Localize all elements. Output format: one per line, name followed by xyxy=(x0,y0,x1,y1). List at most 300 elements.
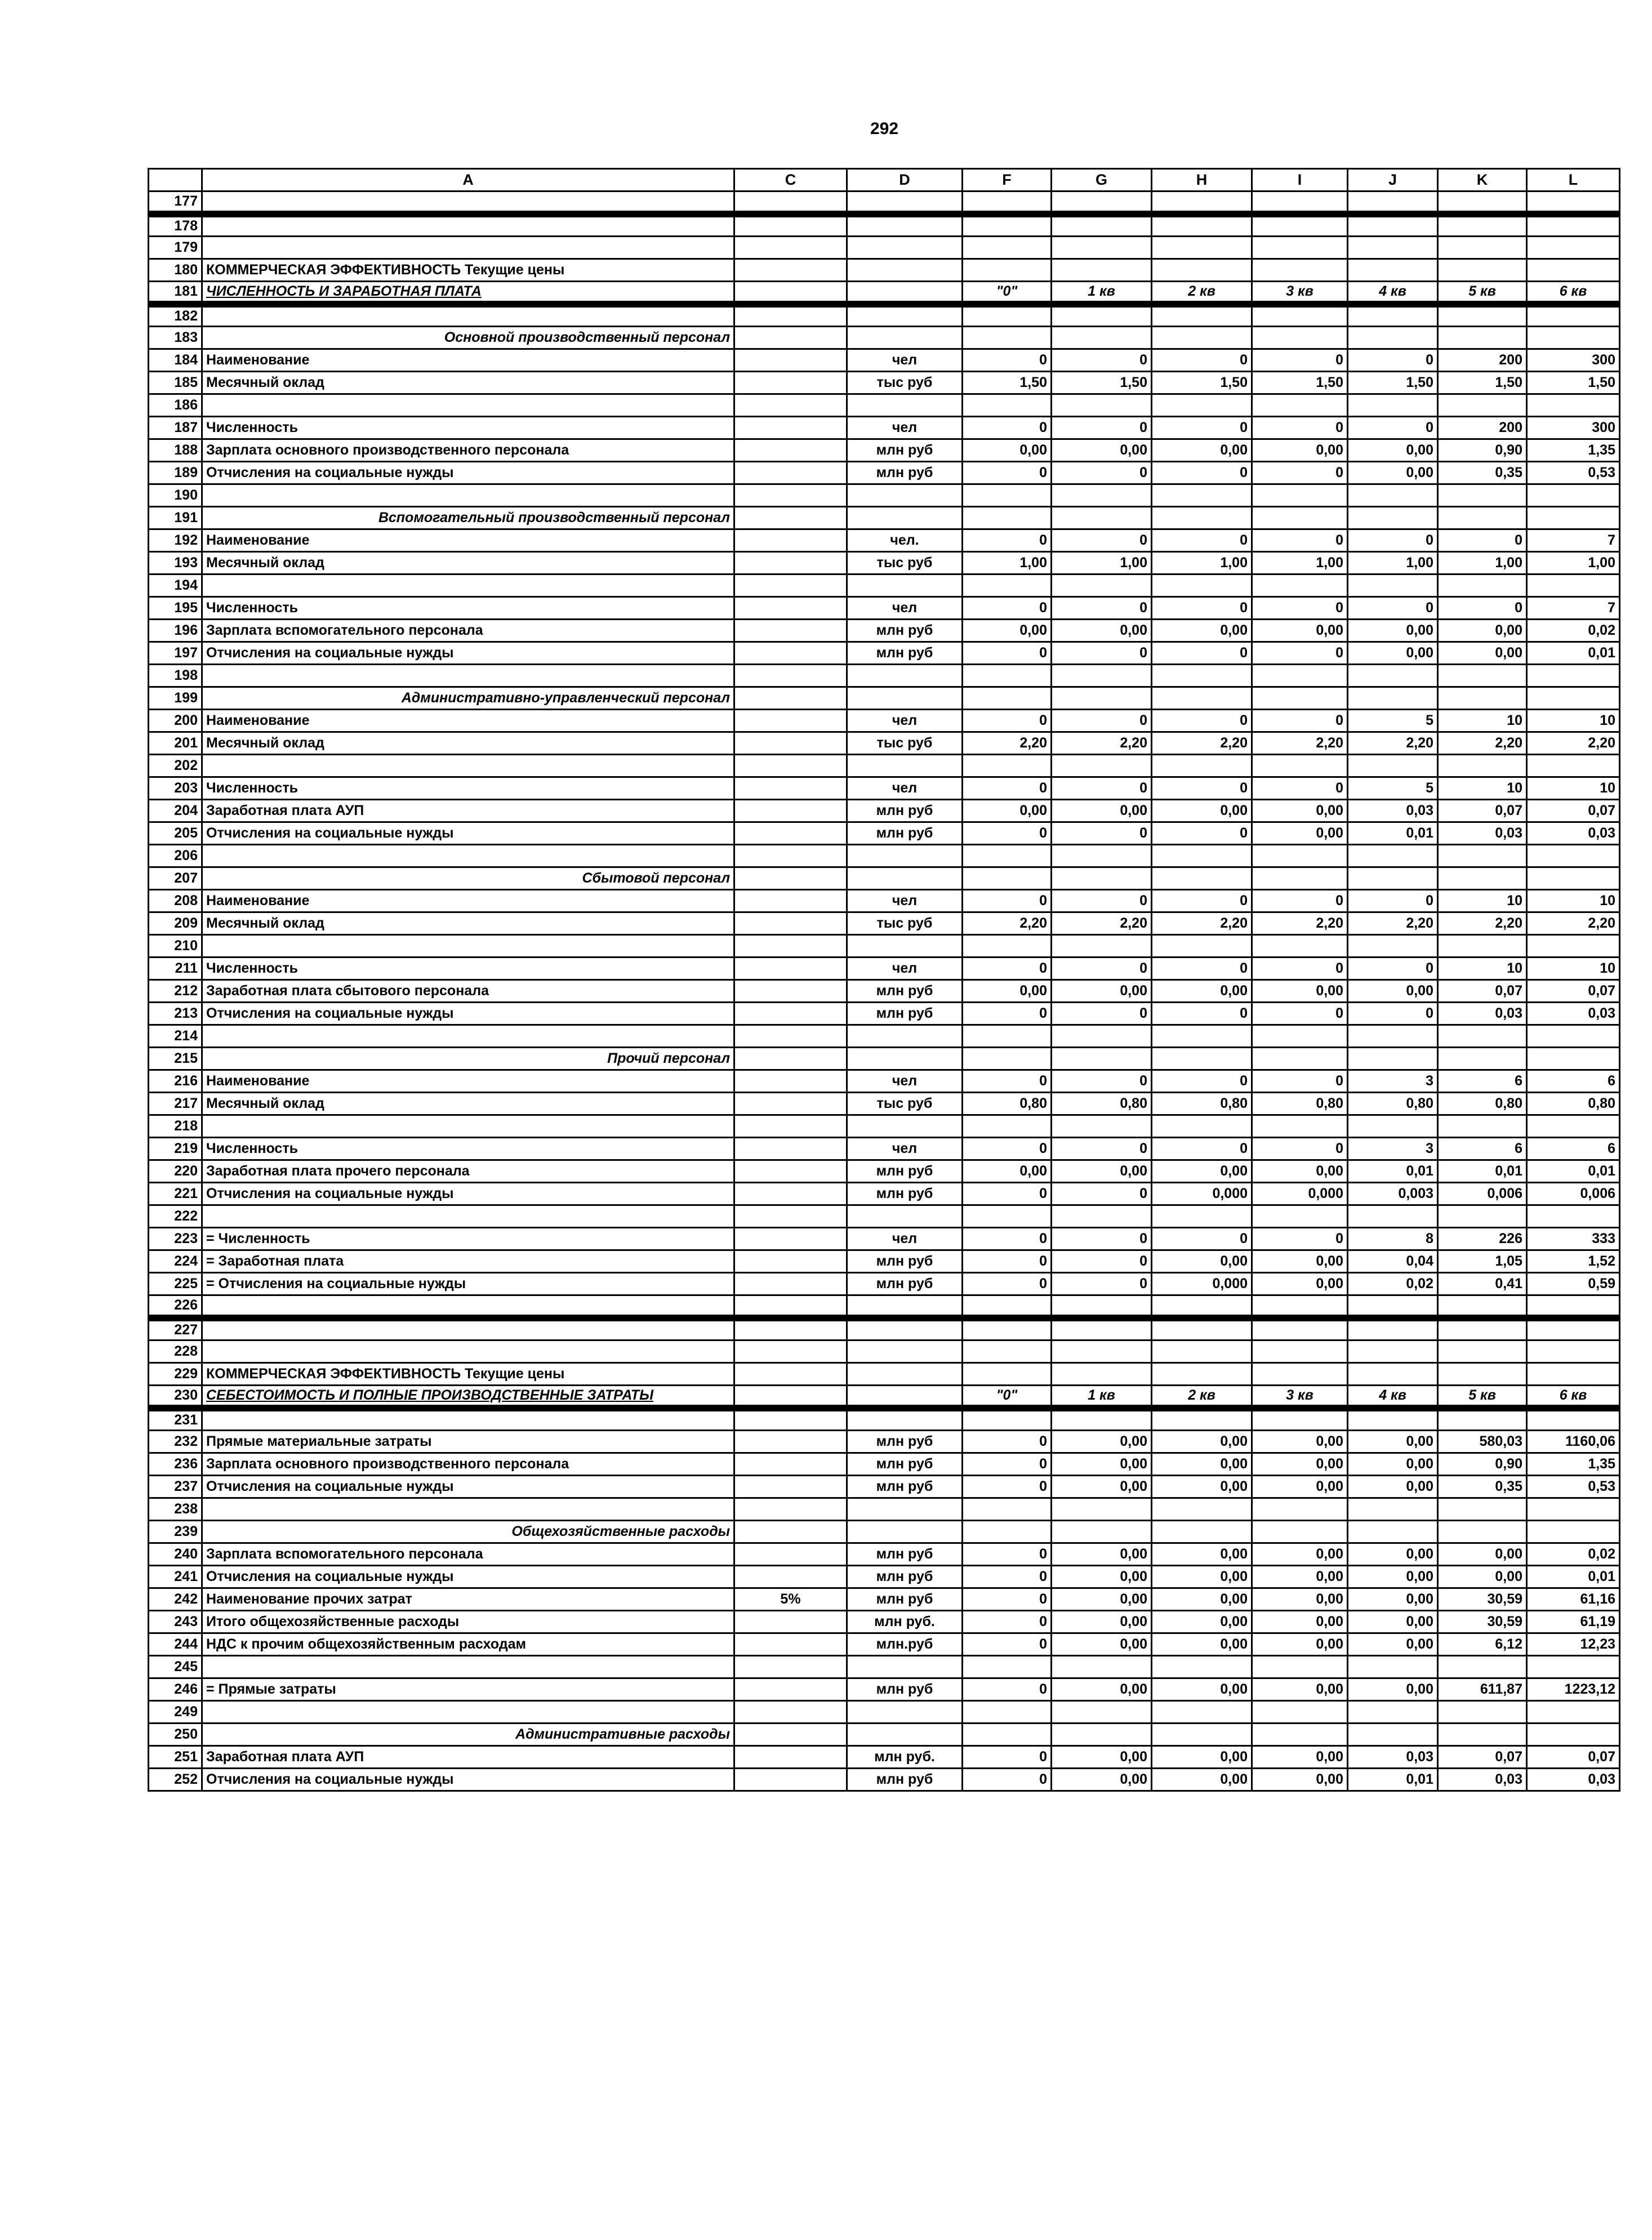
cell-l[interactable]: 6 кв xyxy=(1527,1386,1620,1408)
cell-i[interactable]: 3 кв xyxy=(1252,1386,1348,1408)
cell-j[interactable]: 0 xyxy=(1348,417,1438,439)
cell-d-unit[interactable]: млн руб xyxy=(847,822,963,845)
cell-l[interactable]: 0,80 xyxy=(1527,1093,1620,1115)
cell-k[interactable] xyxy=(1438,575,1527,597)
cell-c[interactable] xyxy=(734,1318,847,1341)
cell-l[interactable] xyxy=(1527,935,1620,958)
cell-h[interactable] xyxy=(1152,1115,1252,1138)
cell-d-unit[interactable]: млн руб xyxy=(847,1566,963,1588)
cell-i[interactable] xyxy=(1252,1318,1348,1341)
cell-g[interactable] xyxy=(1052,1701,1152,1724)
cell-h[interactable]: 0,00 xyxy=(1152,1543,1252,1566)
row-number-cell[interactable]: 249 xyxy=(149,1701,202,1724)
cell-g[interactable] xyxy=(1052,1521,1152,1543)
column-header[interactable]: K xyxy=(1438,169,1527,192)
cell-g[interactable] xyxy=(1052,507,1152,529)
cell-h[interactable] xyxy=(1152,1318,1252,1341)
cell-j[interactable] xyxy=(1348,665,1438,687)
cell-i[interactable] xyxy=(1252,755,1348,777)
cell-d-unit[interactable] xyxy=(847,1025,963,1048)
row-number-cell[interactable]: 224 xyxy=(149,1250,202,1273)
cell-g[interactable]: 1 кв xyxy=(1052,282,1152,304)
cell-i[interactable]: 0 xyxy=(1252,777,1348,800)
cell-h[interactable] xyxy=(1152,484,1252,507)
cell-g[interactable] xyxy=(1052,1205,1152,1228)
row-number-cell[interactable]: 226 xyxy=(149,1295,202,1318)
cell-k[interactable]: 580,03 xyxy=(1438,1431,1527,1453)
row-number-cell[interactable]: 238 xyxy=(149,1498,202,1521)
cell-g[interactable]: 0 xyxy=(1052,462,1152,484)
cell-g[interactable]: 0 xyxy=(1052,642,1152,665)
cell-k[interactable] xyxy=(1438,259,1527,282)
cell-h[interactable]: 0,00 xyxy=(1152,1633,1252,1656)
row-number-cell[interactable]: 192 xyxy=(149,529,202,552)
cell-h[interactable]: 0 xyxy=(1152,890,1252,912)
cell-l[interactable]: 1,00 xyxy=(1527,552,1620,575)
cell-j[interactable]: 0,01 xyxy=(1348,822,1438,845)
row-number-cell[interactable]: 183 xyxy=(149,327,202,349)
cell-c[interactable] xyxy=(734,665,847,687)
cell-c[interactable] xyxy=(734,259,847,282)
cell-l[interactable] xyxy=(1527,304,1620,327)
cell-j[interactable]: 0,00 xyxy=(1348,980,1438,1003)
cell-a[interactable]: Административные расходы xyxy=(202,1724,734,1746)
cell-c[interactable] xyxy=(734,958,847,980)
cell-c[interactable] xyxy=(734,710,847,732)
cell-g[interactable]: 0,00 xyxy=(1052,1543,1152,1566)
cell-f[interactable] xyxy=(963,394,1052,417)
cell-c[interactable] xyxy=(734,327,847,349)
cell-h[interactable] xyxy=(1152,1701,1252,1724)
cell-g[interactable] xyxy=(1052,1724,1152,1746)
cell-h[interactable] xyxy=(1152,192,1252,214)
cell-c[interactable] xyxy=(734,417,847,439)
cell-l[interactable]: 0,01 xyxy=(1527,1566,1620,1588)
cell-i[interactable] xyxy=(1252,1205,1348,1228)
row-number-cell[interactable]: 177 xyxy=(149,192,202,214)
cell-f[interactable] xyxy=(963,867,1052,890)
cell-d-unit[interactable]: млн руб xyxy=(847,1543,963,1566)
cell-h[interactable] xyxy=(1152,1656,1252,1678)
cell-k[interactable] xyxy=(1438,1205,1527,1228)
cell-i[interactable] xyxy=(1252,507,1348,529)
cell-j[interactable]: 3 xyxy=(1348,1138,1438,1160)
row-number-cell[interactable]: 206 xyxy=(149,845,202,867)
cell-i[interactable]: 0,00 xyxy=(1252,822,1348,845)
row-number-cell[interactable]: 195 xyxy=(149,597,202,620)
cell-g[interactable] xyxy=(1052,327,1152,349)
row-number-cell[interactable]: 245 xyxy=(149,1656,202,1678)
cell-f[interactable] xyxy=(963,1656,1052,1678)
cell-k[interactable] xyxy=(1438,192,1527,214)
cell-j[interactable] xyxy=(1348,935,1438,958)
cell-l[interactable]: 7 xyxy=(1527,529,1620,552)
column-header[interactable]: D xyxy=(847,169,963,192)
cell-j[interactable]: 0,00 xyxy=(1348,1588,1438,1611)
cell-l[interactable]: 6 xyxy=(1527,1070,1620,1093)
cell-j[interactable]: 0,03 xyxy=(1348,1746,1438,1769)
cell-k[interactable] xyxy=(1438,507,1527,529)
cell-k[interactable]: 0,00 xyxy=(1438,642,1527,665)
cell-i[interactable]: 0 xyxy=(1252,710,1348,732)
cell-h[interactable] xyxy=(1152,687,1252,710)
cell-j[interactable]: 0,03 xyxy=(1348,800,1438,822)
cell-h[interactable]: 2,20 xyxy=(1152,912,1252,935)
cell-i[interactable]: 0 xyxy=(1252,1003,1348,1025)
cell-a[interactable]: Прямые материальные затраты xyxy=(202,1431,734,1453)
cell-f[interactable] xyxy=(963,1724,1052,1746)
cell-g[interactable] xyxy=(1052,484,1152,507)
cell-i[interactable] xyxy=(1252,575,1348,597)
cell-h[interactable]: 0,00 xyxy=(1152,800,1252,822)
row-number-cell[interactable]: 244 xyxy=(149,1633,202,1656)
cell-j[interactable]: 1,50 xyxy=(1348,372,1438,394)
cell-j[interactable]: 5 xyxy=(1348,777,1438,800)
cell-c[interactable] xyxy=(734,1521,847,1543)
row-number-cell[interactable]: 188 xyxy=(149,439,202,462)
row-number-cell[interactable]: 252 xyxy=(149,1769,202,1791)
cell-l[interactable]: 0,53 xyxy=(1527,462,1620,484)
row-number-cell[interactable]: 205 xyxy=(149,822,202,845)
column-header[interactable]: F xyxy=(963,169,1052,192)
cell-h[interactable] xyxy=(1152,575,1252,597)
cell-i[interactable] xyxy=(1252,304,1348,327)
row-number-cell[interactable]: 222 xyxy=(149,1205,202,1228)
cell-c[interactable] xyxy=(734,372,847,394)
cell-h[interactable] xyxy=(1152,327,1252,349)
cell-l[interactable] xyxy=(1527,1363,1620,1386)
cell-c[interactable] xyxy=(734,777,847,800)
cell-f[interactable]: "0" xyxy=(963,282,1052,304)
cell-a[interactable]: Общехозяйственные расходы xyxy=(202,1521,734,1543)
cell-f[interactable]: 0 xyxy=(963,1566,1052,1588)
cell-g[interactable] xyxy=(1052,665,1152,687)
cell-j[interactable]: 0,00 xyxy=(1348,439,1438,462)
cell-j[interactable]: 4 кв xyxy=(1348,1386,1438,1408)
cell-a[interactable]: Месячный оклад xyxy=(202,732,734,755)
cell-c[interactable] xyxy=(734,1205,847,1228)
cell-h[interactable]: 0 xyxy=(1152,822,1252,845)
cell-i[interactable] xyxy=(1252,1724,1348,1746)
cell-d-unit[interactable]: чел xyxy=(847,1138,963,1160)
cell-h[interactable]: 0 xyxy=(1152,1138,1252,1160)
cell-f[interactable]: 0,00 xyxy=(963,439,1052,462)
cell-h[interactable]: 0,00 xyxy=(1152,1453,1252,1476)
cell-i[interactable] xyxy=(1252,192,1348,214)
row-number-cell[interactable]: 241 xyxy=(149,1566,202,1588)
cell-d-unit[interactable]: чел xyxy=(847,417,963,439)
cell-i[interactable]: 0,000 xyxy=(1252,1183,1348,1205)
cell-c[interactable] xyxy=(734,1611,847,1633)
cell-g[interactable] xyxy=(1052,575,1152,597)
cell-j[interactable] xyxy=(1348,192,1438,214)
cell-j[interactable]: 0,00 xyxy=(1348,1543,1438,1566)
column-header[interactable]: L xyxy=(1527,169,1620,192)
cell-h[interactable] xyxy=(1152,1341,1252,1363)
cell-l[interactable]: 0,01 xyxy=(1527,642,1620,665)
row-number-cell[interactable]: 204 xyxy=(149,800,202,822)
cell-i[interactable] xyxy=(1252,237,1348,259)
cell-l[interactable]: 10 xyxy=(1527,958,1620,980)
row-number-cell[interactable]: 217 xyxy=(149,1093,202,1115)
cell-j[interactable] xyxy=(1348,1724,1438,1746)
cell-f[interactable] xyxy=(963,327,1052,349)
cell-j[interactable] xyxy=(1348,1048,1438,1070)
row-number-cell[interactable]: 232 xyxy=(149,1431,202,1453)
cell-j[interactable]: 8 xyxy=(1348,1228,1438,1250)
row-number-cell[interactable]: 239 xyxy=(149,1521,202,1543)
cell-a[interactable] xyxy=(202,1656,734,1678)
cell-k[interactable]: 0 xyxy=(1438,597,1527,620)
cell-d-unit[interactable] xyxy=(847,1408,963,1431)
cell-j[interactable] xyxy=(1348,394,1438,417)
cell-i[interactable] xyxy=(1252,665,1348,687)
cell-l[interactable]: 300 xyxy=(1527,349,1620,372)
cell-k[interactable]: 6,12 xyxy=(1438,1633,1527,1656)
cell-k[interactable]: 10 xyxy=(1438,890,1527,912)
cell-j[interactable] xyxy=(1348,1498,1438,1521)
cell-c[interactable] xyxy=(734,822,847,845)
cell-f[interactable]: 0,00 xyxy=(963,980,1052,1003)
cell-c[interactable] xyxy=(734,890,847,912)
cell-c[interactable] xyxy=(734,912,847,935)
cell-g[interactable] xyxy=(1052,394,1152,417)
cell-g[interactable]: 2,20 xyxy=(1052,732,1152,755)
cell-g[interactable]: 0,00 xyxy=(1052,1769,1152,1791)
cell-a[interactable]: Зарплата основного производственного персонала xyxy=(202,1453,734,1476)
cell-l[interactable]: 6 xyxy=(1527,1138,1620,1160)
cell-a[interactable]: ЧИСЛЕННОСТЬ И ЗАРАБОТНАЯ ПЛАТА xyxy=(202,282,734,304)
cell-l[interactable] xyxy=(1527,484,1620,507)
cell-j[interactable]: 0,00 xyxy=(1348,1476,1438,1498)
cell-d-unit[interactable] xyxy=(847,507,963,529)
cell-i[interactable] xyxy=(1252,394,1348,417)
cell-h[interactable] xyxy=(1152,867,1252,890)
cell-d-unit[interactable] xyxy=(847,259,963,282)
cell-g[interactable]: 1,00 xyxy=(1052,552,1152,575)
cell-h[interactable] xyxy=(1152,237,1252,259)
cell-c[interactable] xyxy=(734,1273,847,1295)
cell-d-unit[interactable]: млн руб xyxy=(847,800,963,822)
cell-f[interactable]: 0 xyxy=(963,777,1052,800)
cell-d-unit[interactable] xyxy=(847,575,963,597)
row-number-cell[interactable]: 200 xyxy=(149,710,202,732)
cell-k[interactable]: 30,59 xyxy=(1438,1588,1527,1611)
cell-k[interactable]: 0,03 xyxy=(1438,1003,1527,1025)
row-number-cell[interactable]: 185 xyxy=(149,372,202,394)
cell-h[interactable] xyxy=(1152,935,1252,958)
cell-i[interactable]: 0,00 xyxy=(1252,1769,1348,1791)
cell-l[interactable] xyxy=(1527,1498,1620,1521)
cell-j[interactable]: 0,00 xyxy=(1348,1453,1438,1476)
cell-i[interactable]: 0 xyxy=(1252,1228,1348,1250)
cell-k[interactable] xyxy=(1438,665,1527,687)
cell-a[interactable]: Месячный оклад xyxy=(202,552,734,575)
cell-d-unit[interactable]: млн руб xyxy=(847,462,963,484)
cell-d-unit[interactable]: чел xyxy=(847,597,963,620)
cell-l[interactable]: 0,07 xyxy=(1527,980,1620,1003)
cell-i[interactable]: 0,00 xyxy=(1252,1160,1348,1183)
cell-a[interactable]: Отчисления на социальные нужды xyxy=(202,462,734,484)
cell-j[interactable]: 5 xyxy=(1348,710,1438,732)
row-number-cell[interactable]: 181 xyxy=(149,282,202,304)
cell-f[interactable] xyxy=(963,1295,1052,1318)
cell-f[interactable]: 0 xyxy=(963,1678,1052,1701)
cell-a[interactable]: Заработная плата прочего персонала xyxy=(202,1160,734,1183)
cell-g[interactable]: 0 xyxy=(1052,1273,1152,1295)
cell-a[interactable]: Заработная плата АУП xyxy=(202,800,734,822)
cell-k[interactable]: 0,90 xyxy=(1438,439,1527,462)
cell-h[interactable]: 0,00 xyxy=(1152,1431,1252,1453)
row-number-cell[interactable]: 191 xyxy=(149,507,202,529)
cell-j[interactable] xyxy=(1348,755,1438,777)
cell-g[interactable]: 0,00 xyxy=(1052,800,1152,822)
cell-k[interactable] xyxy=(1438,237,1527,259)
cell-h[interactable] xyxy=(1152,304,1252,327)
cell-f[interactable]: 0 xyxy=(963,1611,1052,1633)
row-number-cell[interactable]: 237 xyxy=(149,1476,202,1498)
cell-l[interactable] xyxy=(1527,327,1620,349)
cell-c[interactable] xyxy=(734,462,847,484)
cell-h[interactable]: 1,00 xyxy=(1152,552,1252,575)
cell-c[interactable] xyxy=(734,1769,847,1791)
cell-l[interactable] xyxy=(1527,394,1620,417)
cell-h[interactable]: 0,000 xyxy=(1152,1273,1252,1295)
cell-j[interactable]: 0,00 xyxy=(1348,462,1438,484)
cell-j[interactable] xyxy=(1348,237,1438,259)
cell-h[interactable] xyxy=(1152,1205,1252,1228)
cell-j[interactable] xyxy=(1348,484,1438,507)
cell-l[interactable]: 0,03 xyxy=(1527,1769,1620,1791)
cell-d-unit[interactable]: млн руб xyxy=(847,1476,963,1498)
cell-k[interactable]: 2,20 xyxy=(1438,912,1527,935)
cell-k[interactable]: 200 xyxy=(1438,349,1527,372)
cell-k[interactable] xyxy=(1438,304,1527,327)
row-number-cell[interactable]: 208 xyxy=(149,890,202,912)
cell-h[interactable]: 0,00 xyxy=(1152,980,1252,1003)
cell-d-unit[interactable]: чел xyxy=(847,777,963,800)
cell-c[interactable] xyxy=(734,507,847,529)
cell-j[interactable]: 0 xyxy=(1348,349,1438,372)
cell-j[interactable]: 0,02 xyxy=(1348,1273,1438,1295)
cell-f[interactable]: 0 xyxy=(963,1228,1052,1250)
cell-a[interactable]: Наименование xyxy=(202,529,734,552)
cell-f[interactable] xyxy=(963,935,1052,958)
cell-j[interactable] xyxy=(1348,1318,1438,1341)
cell-g[interactable] xyxy=(1052,1048,1152,1070)
cell-i[interactable]: 2,20 xyxy=(1252,912,1348,935)
cell-a[interactable]: Заработная плата АУП xyxy=(202,1746,734,1769)
column-header[interactable]: C xyxy=(734,169,847,192)
cell-f[interactable] xyxy=(963,1341,1052,1363)
cell-k[interactable]: 30,59 xyxy=(1438,1611,1527,1633)
cell-d-unit[interactable] xyxy=(847,282,963,304)
cell-k[interactable] xyxy=(1438,1025,1527,1048)
column-header[interactable]: I xyxy=(1252,169,1348,192)
cell-d-unit[interactable] xyxy=(847,867,963,890)
cell-g[interactable]: 0 xyxy=(1052,597,1152,620)
cell-a[interactable]: НДС к прочим общехозяйственным расходам xyxy=(202,1633,734,1656)
cell-j[interactable] xyxy=(1348,867,1438,890)
cell-c[interactable] xyxy=(734,1070,847,1093)
cell-h[interactable] xyxy=(1152,665,1252,687)
cell-g[interactable]: 0,00 xyxy=(1052,1566,1152,1588)
cell-l[interactable]: 1,35 xyxy=(1527,1453,1620,1476)
cell-c[interactable] xyxy=(734,192,847,214)
cell-l[interactable]: 1,35 xyxy=(1527,439,1620,462)
cell-l[interactable]: 1160,06 xyxy=(1527,1431,1620,1453)
cell-i[interactable] xyxy=(1252,1048,1348,1070)
cell-a[interactable] xyxy=(202,1498,734,1521)
cell-c[interactable] xyxy=(734,304,847,327)
cell-a[interactable]: Прочий персонал xyxy=(202,1048,734,1070)
cell-c[interactable] xyxy=(734,845,847,867)
cell-f[interactable]: 0 xyxy=(963,822,1052,845)
cell-f[interactable]: 0,80 xyxy=(963,1093,1052,1115)
cell-d-unit[interactable]: млн.руб xyxy=(847,1633,963,1656)
cell-d-unit[interactable] xyxy=(847,1363,963,1386)
cell-a[interactable]: = Численность xyxy=(202,1228,734,1250)
cell-g[interactable]: 0 xyxy=(1052,1250,1152,1273)
cell-c[interactable] xyxy=(734,282,847,304)
cell-k[interactable] xyxy=(1438,687,1527,710)
cell-h[interactable]: 0 xyxy=(1152,642,1252,665)
cell-k[interactable] xyxy=(1438,845,1527,867)
cell-i[interactable]: 0,00 xyxy=(1252,439,1348,462)
cell-k[interactable] xyxy=(1438,755,1527,777)
cell-h[interactable]: 2,20 xyxy=(1152,732,1252,755)
row-number-cell[interactable]: 196 xyxy=(149,620,202,642)
cell-d-unit[interactable] xyxy=(847,665,963,687)
cell-g[interactable]: 0 xyxy=(1052,417,1152,439)
cell-k[interactable]: 611,87 xyxy=(1438,1678,1527,1701)
cell-g[interactable]: 0,00 xyxy=(1052,1160,1152,1183)
cell-h[interactable] xyxy=(1152,845,1252,867)
cell-h[interactable]: 2 кв xyxy=(1152,282,1252,304)
cell-c[interactable] xyxy=(734,935,847,958)
cell-f[interactable] xyxy=(963,665,1052,687)
cell-c[interactable] xyxy=(734,597,847,620)
cell-i[interactable]: 0 xyxy=(1252,642,1348,665)
cell-a[interactable]: Месячный оклад xyxy=(202,912,734,935)
cell-c[interactable] xyxy=(734,439,847,462)
cell-i[interactable]: 0,00 xyxy=(1252,800,1348,822)
cell-a[interactable]: Отчисления на социальные нужды xyxy=(202,1003,734,1025)
cell-c[interactable] xyxy=(734,1498,847,1521)
cell-j[interactable]: 0,00 xyxy=(1348,1431,1438,1453)
cell-h[interactable] xyxy=(1152,1025,1252,1048)
cell-d-unit[interactable] xyxy=(847,1521,963,1543)
cell-g[interactable]: 0,00 xyxy=(1052,620,1152,642)
cell-d-unit[interactable]: чел xyxy=(847,349,963,372)
cell-d-unit[interactable]: чел xyxy=(847,890,963,912)
cell-f[interactable] xyxy=(963,259,1052,282)
cell-c[interactable] xyxy=(734,1701,847,1724)
cell-j[interactable]: 0,04 xyxy=(1348,1250,1438,1273)
cell-c[interactable] xyxy=(734,1250,847,1273)
cell-i[interactable]: 0,00 xyxy=(1252,1453,1348,1476)
cell-c[interactable] xyxy=(734,620,847,642)
cell-a[interactable]: Заработная плата сбытового персонала xyxy=(202,980,734,1003)
cell-j[interactable]: 2,20 xyxy=(1348,912,1438,935)
cell-d-unit[interactable] xyxy=(847,755,963,777)
cell-f[interactable]: 2,20 xyxy=(963,732,1052,755)
cell-a[interactable]: Наименование xyxy=(202,1070,734,1093)
cell-h[interactable] xyxy=(1152,1408,1252,1431)
cell-g[interactable]: 0,00 xyxy=(1052,1431,1152,1453)
cell-f[interactable]: 0 xyxy=(963,1633,1052,1656)
cell-d-unit[interactable] xyxy=(847,1295,963,1318)
